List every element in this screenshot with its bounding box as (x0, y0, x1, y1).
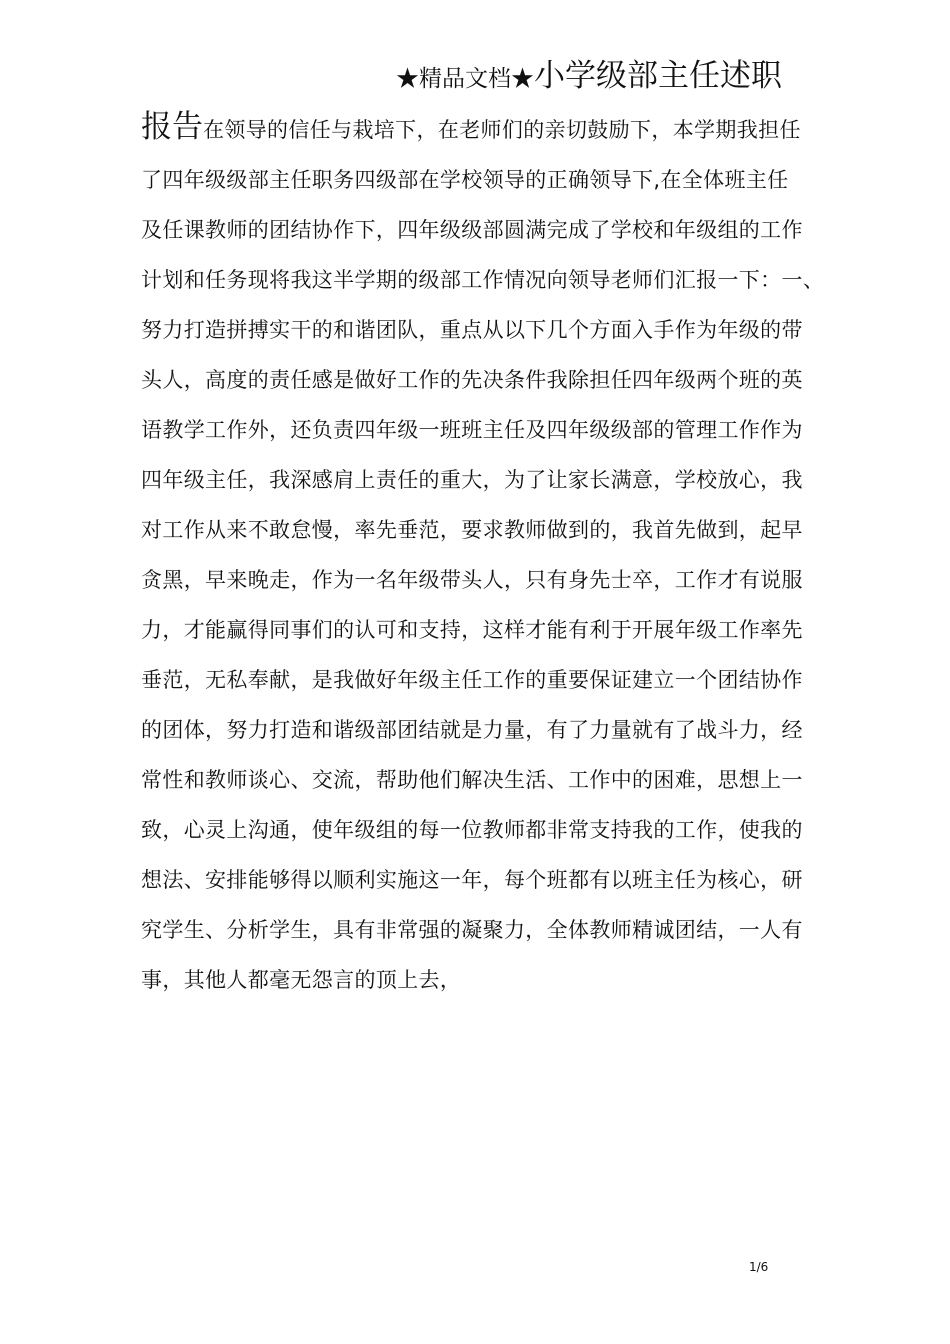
body-line: 及任课教师的团结协作下，四年级级部圆满完成了学校和年级组的工作 (141, 218, 803, 242)
body-line: 了四年级级部主任职务四级部在学校领导的正确领导下,在全体班主任 (141, 168, 789, 192)
body-line: 努力打造拼搏实干的和谐团队，重点从以下几个方面入手作为年级的带 (141, 318, 803, 342)
document-title (396, 52, 782, 105)
body-line: 常性和教师谈心、交流，帮助他们解决生活、工作中的困难，思想上一 (141, 768, 803, 792)
body-line: 的团体，努力打造和谐级部团结就是力量，有了力量就有了战斗力，经 (141, 718, 803, 742)
body-line: 头人，高度的责任感是做好工作的先决条件我除担任四年级两个班的英 (141, 368, 803, 392)
body-line: 语教学工作外，还负责四年级一班班主任及四年级级部的管理工作作为 (141, 418, 803, 442)
body-line: 致，心灵上沟通，使年级组的每一位教师都非常支持我的工作，使我的 (141, 818, 803, 842)
body-line: 垂范，无私奉献，是我做好年级主任工作的重要保证建立一个团结协作 (141, 668, 803, 692)
body-text: 在领导的信任与栽培下，在老师们的亲切鼓励下，本学期我担任 (203, 118, 801, 142)
body-line: 究学生、分析学生，具有非常强的凝聚力，全体教师精诚团结，一人有 (141, 918, 803, 942)
body-line: 计划和任务现将我这半学期的级部工作情况向领导老师们汇报一下：一、 (141, 268, 825, 292)
body-line: 事，其他人都毫无怨言的顶上去， (141, 968, 462, 992)
body-line: 贪黑，早来晚走，作为一名年级带头人，只有身先士卒，工作才有说服 (141, 568, 803, 592)
page-number: 1/6 (749, 1260, 769, 1274)
body-line: 力，才能赢得同事们的认可和支持，这样才能有利于开展年级工作率先 (141, 618, 803, 642)
title-prefix: ★精品文档★ (396, 66, 534, 92)
title-continuation: 报告 (141, 109, 203, 145)
body-line: 想法、安排能够得以顺利实施这一年，每个班都有以班主任为核心，研 (141, 868, 803, 892)
title-main: 小学级部主任述职 (534, 58, 782, 94)
body-line (141, 106, 801, 151)
body-line: 四年级主任，我深感肩上责任的重大，为了让家长满意，学校放心，我 (141, 468, 803, 492)
body-line: 对工作从来不敢怠慢，率先垂范，要求教师做到的，我首先做到，起早 (141, 518, 803, 542)
